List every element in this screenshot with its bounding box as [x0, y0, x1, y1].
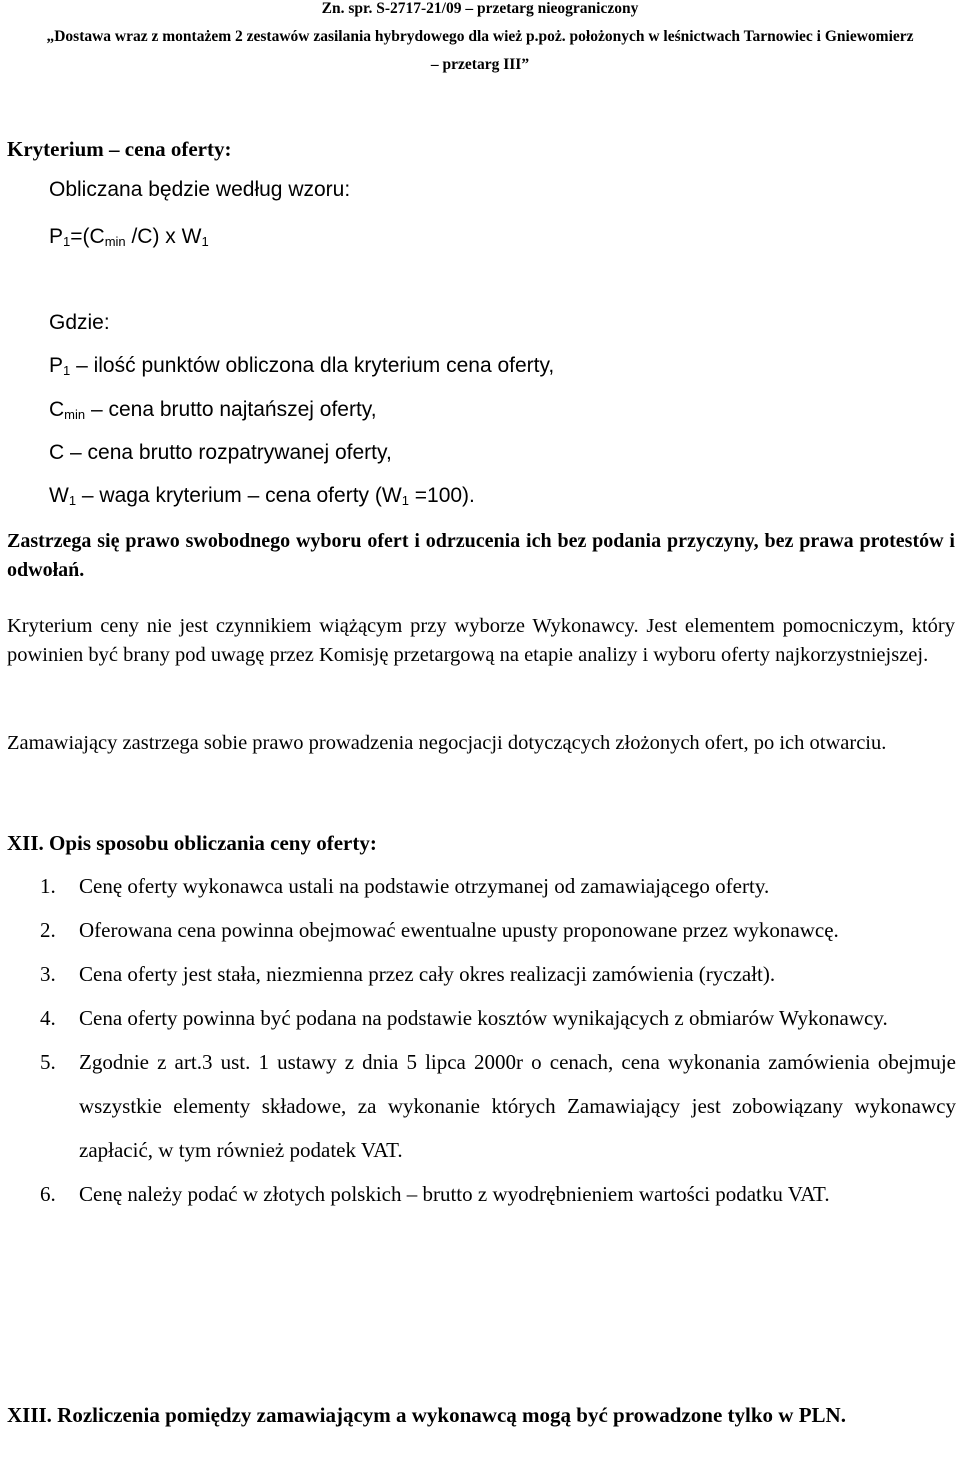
- formula-rest: /C) x W: [125, 225, 202, 248]
- formula-p-sub: 1: [63, 234, 71, 249]
- section-12-heading: XII. Opis sposobu obliczania ceny oferty:: [7, 831, 377, 855]
- list-item-number: 4.: [40, 1006, 56, 1030]
- def-text: – ilość punktów obliczona dla kryterium cena oferty,: [70, 354, 555, 377]
- def-subscript: min: [64, 407, 86, 422]
- where-label: Gdzie:: [49, 311, 110, 334]
- section-12-list: [0, 864, 956, 1216]
- def-symbol: P: [49, 354, 64, 377]
- def-subscript: 1: [68, 493, 77, 508]
- negotiation-paragraph: Zamawiający zastrzega sobie prawo prowadzenia negocjacji dotyczących złożonych ofert, po ich otwarciu.: [7, 732, 887, 754]
- list-item: [0, 952, 956, 996]
- list-item-text: Cenę należy podać w złotych polskich – brutto z wyodrębnieniem wartości podatku VAT.: [79, 1182, 830, 1206]
- def-subscript: 1: [63, 363, 71, 378]
- list-item-number: 2.: [40, 918, 56, 942]
- def-text: – cena brutto najtańszej oferty,: [85, 398, 377, 421]
- definition-w1: [49, 484, 475, 508]
- document-reference: Zn. spr. S-2717-21/09 – przetarg nieograniczony: [321, 0, 639, 17]
- def-subscript-2: 1: [401, 493, 409, 508]
- list-item: [0, 908, 956, 952]
- definition-cmin: [49, 398, 377, 422]
- list-item: [0, 996, 956, 1040]
- list-item: [0, 864, 956, 908]
- list-item-text: Cena oferty jest stała, niezmienna przez cały okres realizacji zamówienia (ryczałt).: [79, 962, 776, 986]
- def-tail: =100).: [408, 484, 475, 507]
- def-symbol: C: [49, 398, 65, 421]
- list-item-number: 5.: [40, 1050, 56, 1074]
- formula-p: P: [49, 225, 64, 248]
- not-binding-paragraph: Kryterium ceny nie jest czynnikiem wiążącym przy wyborze Wykonawcy. Jest elementem pomocniczym, który powinien być brany pod uwagę przez Komisję przetargową na etapie analizy i wyboru oferty najkorzystniejszej.: [7, 615, 955, 666]
- tender-title: „Dostawa wraz z montażem 2 zestawów zasilania hybrydowego dla wież p.poż. położonych w leśnictwach Tarnowiec i Gniewomierz: [46, 28, 914, 45]
- formula-cmin-sub: min: [104, 234, 126, 249]
- criterion-heading: Kryterium – cena oferty:: [7, 137, 232, 161]
- def-text: – waga kryterium – cena oferty (W: [76, 484, 402, 507]
- list-item-number: 3.: [40, 962, 56, 986]
- formula-intro: Obliczana będzie według wzoru:: [49, 178, 351, 201]
- def-symbol: C: [49, 441, 65, 464]
- reserve-paragraph: Zastrzega się prawo swobodnego wyboru ofert i odrzucenia ich bez podania przyczyny, bez prawa protestów i odwołań.: [7, 530, 955, 581]
- formula-w-sub: 1: [201, 234, 209, 249]
- formula-eq: =(C: [70, 225, 105, 248]
- list-item-number: 1.: [40, 874, 56, 898]
- list-item: [0, 1040, 956, 1172]
- definition-c: [49, 441, 392, 465]
- list-item-text: Oferowana cena powinna obejmować ewentualne upusty proponowane przez wykonawcę.: [79, 918, 839, 942]
- tender-title-continued: – przetarg III”: [430, 56, 530, 73]
- def-text: – cena brutto rozpatrywanej oferty,: [64, 441, 392, 464]
- list-item-text: Cenę oferty wykonawca ustali na podstawie otrzymanej od zamawiającego oferty.: [79, 874, 770, 898]
- list-item-number: 6.: [40, 1182, 56, 1206]
- list-item-text: Cena oferty powinna być podana na podstawie kosztów wynikających z obmiarów Wykonawcy.: [79, 1006, 888, 1030]
- definition-p1: [49, 354, 554, 378]
- section-13-heading: XIII. Rozliczenia pomiędzy zamawiającym a wykonawcą mogą być prowadzone tylko w PLN.: [7, 1403, 846, 1427]
- list-item-text: Zgodnie z art.3 ust. 1 ustawy z dnia 5 lipca 2000r o cenach, cena wykonania zamówienia obejmuje wszystkie elementy składowe, za wykonanie których Zamawiający jest zobowiązany wykonawcy zapłacić, w tym również podatek VAT.: [79, 1050, 956, 1162]
- list-item: [0, 1172, 956, 1216]
- def-symbol: W: [49, 484, 69, 507]
- formula: [49, 225, 209, 249]
